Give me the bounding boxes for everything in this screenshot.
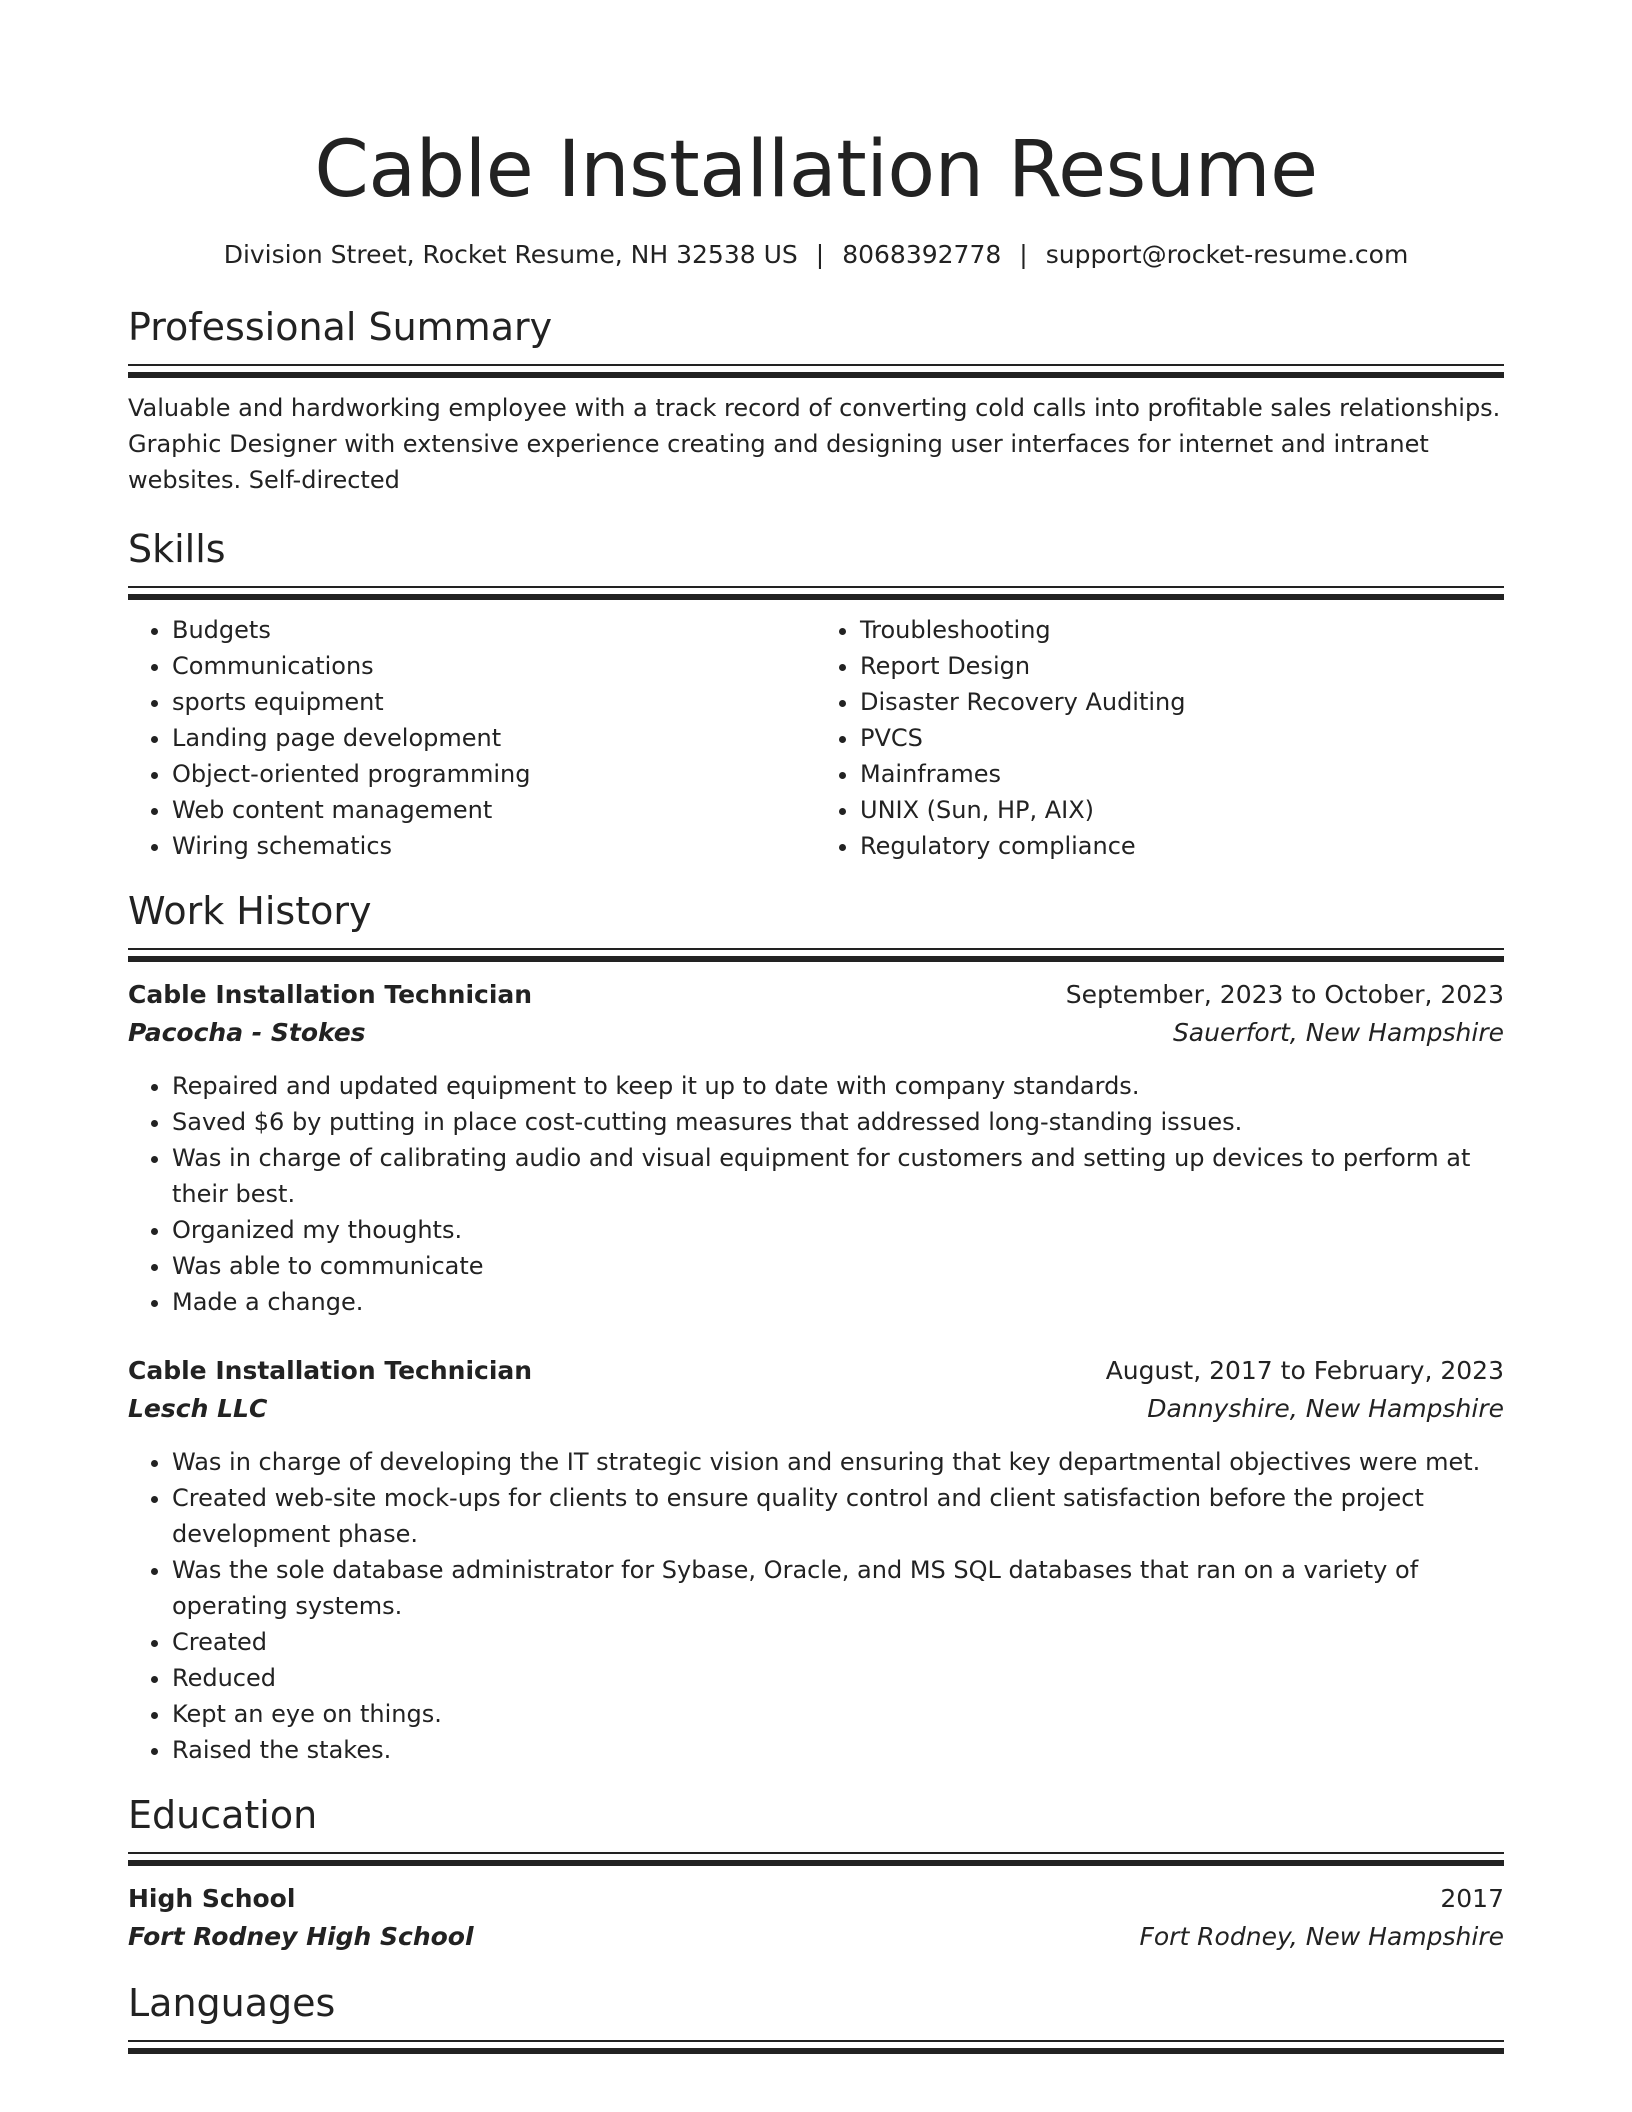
contact-phone: 8068392778 [842,240,1002,269]
skills-columns [128,612,1504,864]
skill-item: • Troubleshooting [860,612,1504,648]
skill-item: • UNIX (Sun, HP, AIX) [860,792,1504,828]
education-subheader [128,1918,1504,1956]
skill-item: • Regulatory compliance [860,828,1504,864]
summary-text: Valuable and hardworking employee with a track record of converting cold calls into profitable sales relationships. Graphic Designer with extensive experience creating and designing user interfaces for internet and intranet websites. Self-directed [128,394,1501,494]
contact-line [128,238,1504,272]
section-heading-work-history: Work History [128,889,372,933]
education-entry [128,1880,1504,1956]
job-title: Cable Installation Technician [128,980,533,1009]
job-entry [128,1352,1504,1768]
languages-section [128,1978,1504,2052]
job-subheader [128,1014,1504,1052]
education-section [128,1790,1504,1956]
section-divider [128,1852,1504,1864]
job-entry [128,976,1504,1320]
skill-item: • Mainframes [860,756,1504,792]
job-dates: September, 2023 to October, 2023 [1065,980,1504,1009]
work-history-section [128,886,1504,1768]
job-bullet: • Created [172,1624,1504,1660]
job-header [128,1352,1504,1390]
summary-section [128,302,1504,498]
job-bullet: • Was in charge of developing the IT strategic vision and ensuring that key departmental objectives were met. [172,1444,1504,1480]
education-school: Fort Rodney High School [128,1922,474,1951]
contact-address: Division Street, Rocket Resume, NH 32538 US [223,240,798,269]
education-degree: High School [128,1884,296,1913]
skills-section [128,524,1504,864]
contact-separator: | [1019,240,1028,269]
contact-separator: | [815,240,825,269]
section-heading-education: Education [128,1793,318,1837]
resume-title: Cable Installation Resume [314,125,1318,215]
job-bullets [128,1444,1504,1768]
skills-list-left [128,612,816,864]
job-bullet: • Reduced [172,1660,1504,1696]
job-bullet: • Saved $6 by putting in place cost-cutting measures that addressed long-standing issues. [172,1104,1504,1140]
skill-item: • Budgets [172,612,816,648]
job-subheader [128,1390,1504,1428]
skill-item: • Object-oriented programming [172,756,816,792]
skill-item: • Communications [172,648,816,684]
job-bullet: • Organized my thoughts. [172,1212,1504,1248]
skill-item: • Disaster Recovery Auditing [860,684,1504,720]
job-bullet: • Was the sole database administrator for Sybase, Oracle, and MS SQL databases that ran on a variety of operating systems. [172,1552,1504,1624]
education-header [128,1880,1504,1918]
job-employer: Lesch LLC [128,1394,268,1423]
job-bullet: • Made a change. [172,1284,1504,1320]
job-bullet: • Raised the stakes. [172,1732,1504,1768]
section-divider [128,2040,1504,2052]
skill-item: • PVCS [860,720,1504,756]
skill-item: • sports equipment [172,684,816,720]
job-header [128,976,1504,1014]
job-employer: Pacocha - Stokes [128,1018,366,1047]
job-location: Sauerfort, New Hampshire [1172,1018,1504,1047]
job-title: Cable Installation Technician [128,1356,533,1385]
resume-page [128,0,1504,2052]
section-heading-languages: Languages [128,1981,336,2025]
skill-item: • Report Design [860,648,1504,684]
skill-item: • Web content management [172,792,816,828]
skill-item: • Landing page development [172,720,816,756]
education-year: 2017 [1440,1884,1504,1913]
skills-list-right [816,612,1504,864]
education-location: Fort Rodney, New Hampshire [1139,1922,1504,1951]
skill-item: • Wiring schematics [172,828,816,864]
job-bullet: • Was able to communicate [172,1248,1504,1284]
section-divider [128,948,1504,960]
job-dates: August, 2017 to February, 2023 [1105,1356,1504,1385]
section-heading-skills: Skills [128,527,226,571]
section-heading-summary: Professional Summary [128,305,553,349]
job-bullet: • Repaired and updated equipment to keep it up to date with company standards. [172,1068,1504,1104]
job-bullet: • Was in charge of calibrating audio and visual equipment for customers and setting up devices to perform at their best. [172,1140,1504,1212]
job-location: Dannyshire, New Hampshire [1147,1394,1504,1423]
section-divider [128,364,1504,376]
job-bullet: • Created web-site mock-ups for clients to ensure quality control and client satisfaction before the project development phase. [172,1480,1504,1552]
contact-email: support@rocket-resume.com [1045,240,1409,269]
job-bullet: • Kept an eye on things. [172,1696,1504,1732]
section-divider [128,586,1504,598]
job-bullets [128,1068,1504,1320]
